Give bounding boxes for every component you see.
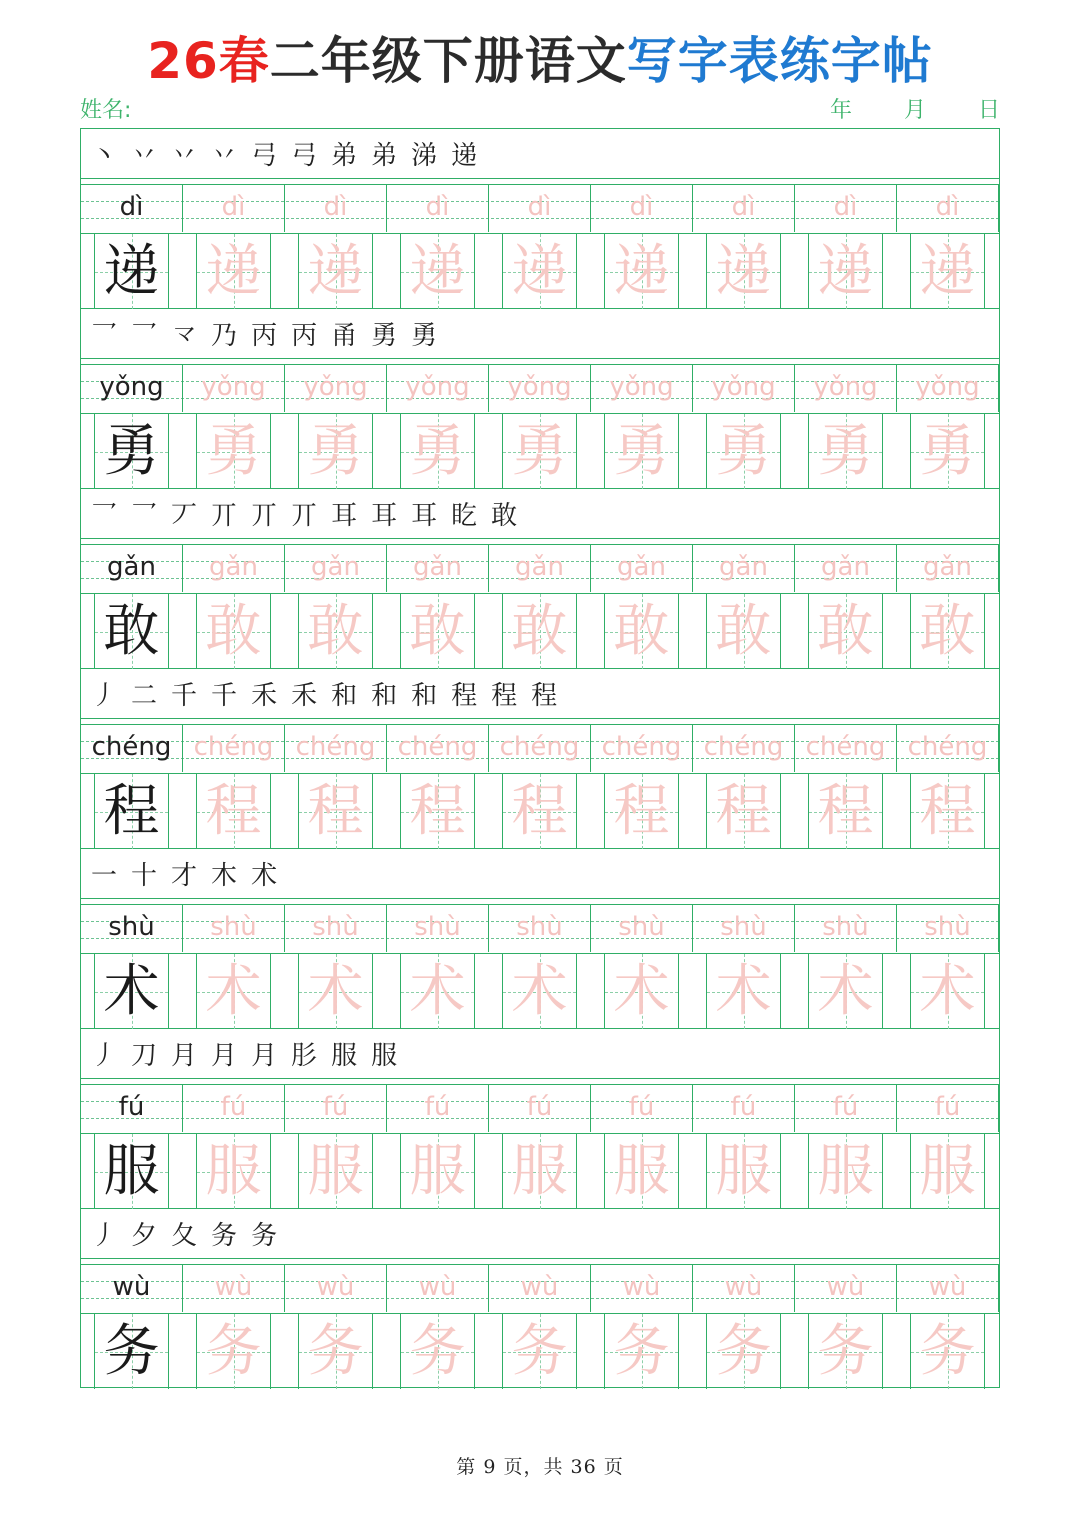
tracing-character-box[interactable] (910, 414, 985, 489)
stroke-step: 丿 (91, 1221, 118, 1251)
tracing-character: 服 (817, 1139, 874, 1204)
tracing-character: 术 (511, 959, 568, 1024)
pinyin-trace[interactable]: gǎn (183, 545, 285, 592)
stroke-step: 敢 (491, 501, 518, 531)
stroke-step: 丿 (91, 681, 118, 711)
date-fields (830, 97, 1000, 125)
stroke-step: 甬 (331, 321, 358, 351)
tracing-character: 勇 (205, 419, 262, 484)
pinyin-trace[interactable]: chéng (183, 725, 285, 772)
tracing-character: 务 (511, 1319, 568, 1384)
tracing-character: 敢 (307, 599, 364, 664)
character-block (81, 1209, 999, 1389)
pinyin-trace[interactable]: fú (693, 1085, 795, 1132)
tracing-character: 程 (511, 779, 568, 844)
stroke-step: 耳 (411, 501, 438, 531)
pinyin-trace[interactable]: chéng (795, 725, 897, 772)
character-row (81, 954, 999, 1029)
tracing-character: 递 (205, 239, 262, 304)
pinyin-trace[interactable]: chéng (591, 725, 693, 772)
tracing-character: 务 (613, 1319, 670, 1384)
tracing-character: 服 (409, 1139, 466, 1204)
stroke-step: 乛 (131, 321, 158, 351)
tracing-character: 程 (307, 779, 364, 844)
pinyin-trace[interactable]: dì (897, 185, 999, 232)
pinyin-trace[interactable]: fú (285, 1085, 387, 1132)
tracing-character: 勇 (613, 419, 670, 484)
pinyin-trace[interactable]: dì (183, 185, 285, 232)
stroke-step: 勇 (371, 321, 398, 351)
pinyin-trace[interactable]: gǎn (387, 545, 489, 592)
pinyin-trace[interactable]: yǒng (489, 365, 591, 412)
tracing-character-box[interactable] (808, 774, 883, 849)
pinyin-trace[interactable]: shù (693, 905, 795, 952)
pinyin-model: chéng (81, 725, 183, 772)
tracing-character-box[interactable] (400, 234, 475, 309)
pinyin-trace[interactable]: shù (591, 905, 693, 952)
stroke-step: 弓 (251, 141, 278, 171)
tracing-character-box[interactable] (706, 234, 781, 309)
tracing-character: 服 (715, 1139, 772, 1204)
stroke-step: 丙 (291, 321, 318, 351)
tracing-character-box[interactable] (910, 1314, 985, 1389)
pinyin-trace[interactable]: shù (897, 905, 999, 952)
stroke-step: 勇 (411, 321, 438, 351)
tracing-character: 敢 (511, 599, 568, 664)
pinyin-trace[interactable]: dì (591, 185, 693, 232)
tracing-character: 程 (409, 779, 466, 844)
pinyin-trace[interactable]: chéng (387, 725, 489, 772)
pinyin-model: fú (81, 1085, 183, 1132)
pinyin-trace[interactable]: dì (795, 185, 897, 232)
pinyin-trace[interactable]: gǎn (489, 545, 591, 592)
tracing-character: 递 (817, 239, 874, 304)
tracing-character: 术 (409, 959, 466, 1024)
stroke-order-row (81, 489, 999, 539)
stroke-step: 夂 (171, 1221, 198, 1251)
pinyin-trace[interactable]: yǒng (285, 365, 387, 412)
pinyin-trace[interactable]: fú (387, 1085, 489, 1132)
character-block (81, 669, 999, 849)
tracing-character: 术 (817, 959, 874, 1024)
stroke-step: 丷 (211, 141, 238, 171)
pinyin-trace[interactable]: dì (285, 185, 387, 232)
tracing-character: 勇 (511, 419, 568, 484)
stroke-step: 丷 (171, 141, 198, 171)
pinyin-trace[interactable]: yǒng (183, 365, 285, 412)
tracing-character-box[interactable] (400, 954, 475, 1029)
pinyin-trace[interactable]: gǎn (285, 545, 387, 592)
tracing-character-box[interactable] (196, 594, 271, 669)
pinyin-trace[interactable]: wù (285, 1265, 387, 1312)
tracing-character: 务 (715, 1319, 772, 1384)
stroke-step: 和 (371, 681, 398, 711)
tracing-character: 勇 (919, 419, 976, 484)
stroke-step: 禾 (251, 681, 278, 711)
tracing-character: 程 (715, 779, 772, 844)
pinyin-model: gǎn (81, 545, 183, 592)
tracing-character: 术 (307, 959, 364, 1024)
pinyin-trace[interactable]: wù (183, 1265, 285, 1312)
stroke-step: 丙 (251, 321, 278, 351)
pinyin-trace[interactable]: fú (591, 1085, 693, 1132)
tracing-character-box[interactable] (604, 774, 679, 849)
stroke-step: 月 (211, 1041, 238, 1071)
pinyin-trace[interactable]: shù (795, 905, 897, 952)
pinyin-row (81, 184, 999, 234)
tracing-character-box[interactable] (808, 414, 883, 489)
character-block (81, 489, 999, 669)
character-row (81, 414, 999, 489)
tracing-character: 术 (613, 959, 670, 1024)
stroke-step: 十 (131, 861, 158, 891)
model-character-box (94, 1134, 169, 1209)
pinyin-row (81, 1264, 999, 1314)
tracing-character: 服 (205, 1139, 262, 1204)
stroke-step: 程 (451, 681, 478, 711)
tracing-character: 敢 (205, 599, 262, 664)
tracing-character: 术 (919, 959, 976, 1024)
tracing-character-box[interactable] (706, 1314, 781, 1389)
stroke-step: 乛 (131, 501, 158, 531)
stroke-order-row (81, 1209, 999, 1259)
pinyin-trace[interactable]: gǎn (795, 545, 897, 592)
tracing-character-box[interactable] (400, 1314, 475, 1389)
pinyin-trace[interactable]: wù (387, 1265, 489, 1312)
model-character-box (94, 414, 169, 489)
tracing-character: 敢 (817, 599, 874, 664)
pinyin-trace[interactable]: shù (489, 905, 591, 952)
model-character-box (94, 594, 169, 669)
tracing-character: 服 (613, 1139, 670, 1204)
pinyin-trace[interactable]: chéng (489, 725, 591, 772)
pinyin-trace[interactable]: gǎn (591, 545, 693, 592)
tracing-character: 服 (919, 1139, 976, 1204)
pinyin-trace[interactable]: yǒng (591, 365, 693, 412)
tracing-character-box[interactable] (196, 1134, 271, 1209)
pinyin-trace[interactable]: yǒng (387, 365, 489, 412)
tracing-character-box[interactable] (400, 414, 475, 489)
tracing-character-box[interactable] (502, 414, 577, 489)
stroke-step: 龴 (171, 321, 198, 351)
stroke-step: 月 (171, 1041, 198, 1071)
stroke-step: 务 (211, 1221, 238, 1251)
model-character: 术 (103, 959, 160, 1024)
tracing-character: 服 (511, 1139, 568, 1204)
character-row (81, 234, 999, 309)
tracing-character-box[interactable] (502, 594, 577, 669)
stroke-order-row (81, 309, 999, 359)
tracing-character: 勇 (409, 419, 466, 484)
tracing-character: 务 (409, 1319, 466, 1384)
stroke-step: 和 (331, 681, 358, 711)
tracing-character-box[interactable] (808, 1134, 883, 1209)
tracing-character: 递 (409, 239, 466, 304)
tracing-character: 递 (511, 239, 568, 304)
model-character-box (94, 234, 169, 309)
character-block (81, 129, 999, 309)
tracing-character: 程 (919, 779, 976, 844)
tracing-character: 递 (307, 239, 364, 304)
tracing-character: 敢 (613, 599, 670, 664)
model-character-box (94, 774, 169, 849)
tracing-character-box[interactable] (298, 954, 373, 1029)
tracing-character-box[interactable] (910, 954, 985, 1029)
stroke-step: 二 (131, 681, 158, 711)
tracing-character: 程 (817, 779, 874, 844)
tracing-character: 务 (919, 1319, 976, 1384)
pinyin-trace[interactable]: wù (489, 1265, 591, 1312)
tracing-character: 递 (715, 239, 772, 304)
tracing-character: 勇 (715, 419, 772, 484)
stroke-step: 木 (211, 861, 238, 891)
pinyin-trace[interactable]: yǒng (693, 365, 795, 412)
tracing-character-box[interactable] (196, 774, 271, 849)
tracing-character: 服 (307, 1139, 364, 1204)
stroke-order-row (81, 1029, 999, 1079)
tracing-character-box[interactable] (400, 774, 475, 849)
pinyin-trace[interactable]: wù (897, 1265, 999, 1312)
date-year-label: 年 (830, 98, 853, 123)
tracing-character-box[interactable] (298, 774, 373, 849)
stroke-step: 丆 (171, 501, 198, 531)
tracing-character-box[interactable] (502, 234, 577, 309)
tracing-character-box[interactable] (604, 414, 679, 489)
character-block (81, 309, 999, 489)
tracing-character-box[interactable] (604, 234, 679, 309)
stroke-order-row (81, 849, 999, 899)
tracing-character-box[interactable] (298, 1134, 373, 1209)
stroke-step: 程 (491, 681, 518, 711)
model-character-box (94, 1314, 169, 1389)
pinyin-trace[interactable]: dì (387, 185, 489, 232)
tracing-character-box[interactable] (706, 1134, 781, 1209)
tracing-character: 务 (817, 1319, 874, 1384)
stroke-order-row (81, 129, 999, 179)
pinyin-trace[interactable]: shù (183, 905, 285, 952)
pinyin-model: wù (81, 1265, 183, 1312)
stroke-step: 丿 (91, 1041, 118, 1071)
tracing-character-box[interactable] (910, 594, 985, 669)
stroke-step: 乛 (91, 321, 118, 351)
pinyin-model: shù (81, 905, 183, 952)
pinyin-trace[interactable]: chéng (285, 725, 387, 772)
stroke-step: 月 (251, 1041, 278, 1071)
tracing-character-box[interactable] (196, 954, 271, 1029)
tracing-character-box[interactable] (910, 234, 985, 309)
pinyin-trace[interactable]: shù (387, 905, 489, 952)
pinyin-row (81, 904, 999, 954)
tracing-character-box[interactable] (298, 594, 373, 669)
character-row (81, 774, 999, 849)
stroke-step: 千 (211, 681, 238, 711)
pinyin-row (81, 364, 999, 414)
tracing-character: 敢 (919, 599, 976, 664)
stroke-step: 刀 (131, 1041, 158, 1071)
pinyin-trace[interactable]: gǎn (693, 545, 795, 592)
tracing-character-box[interactable] (706, 774, 781, 849)
title-dark-part: 二年级下册语文 (269, 32, 627, 90)
tracing-character-box[interactable] (502, 954, 577, 1029)
page-number: 第 9 页，共 36 页 (456, 1456, 624, 1478)
tracing-character-box[interactable] (910, 774, 985, 849)
tracing-character-box[interactable] (604, 1134, 679, 1209)
tracing-character-box[interactable] (502, 1314, 577, 1389)
stroke-step: 肜 (291, 1041, 318, 1071)
stroke-step: 弟 (371, 141, 398, 171)
stroke-step: 弟 (331, 141, 358, 171)
page-title (0, 26, 1080, 96)
tracing-character-box[interactable] (706, 594, 781, 669)
model-character-box (94, 954, 169, 1029)
title-blue-part: 写字表练字帖 (626, 32, 933, 90)
tracing-character: 程 (613, 779, 670, 844)
character-row (81, 1314, 999, 1389)
tracing-character: 务 (205, 1319, 262, 1384)
model-character: 务 (103, 1319, 160, 1384)
pinyin-model: dì (81, 185, 183, 232)
stroke-step: 丶 (91, 141, 118, 171)
tracing-character: 递 (919, 239, 976, 304)
tracing-character-box[interactable] (910, 1134, 985, 1209)
tracing-character-box[interactable] (706, 414, 781, 489)
model-character: 递 (103, 239, 160, 304)
stroke-step: 弓 (291, 141, 318, 171)
stroke-step: 禾 (291, 681, 318, 711)
pinyin-trace[interactable]: wù (795, 1265, 897, 1312)
character-row (81, 1134, 999, 1209)
pinyin-trace[interactable]: chéng (693, 725, 795, 772)
stroke-step: 服 (331, 1041, 358, 1071)
tracing-character: 敢 (409, 599, 466, 664)
tracing-character: 敢 (715, 599, 772, 664)
stroke-step: 服 (371, 1041, 398, 1071)
tracing-character-box[interactable] (502, 1134, 577, 1209)
tracing-character: 勇 (307, 419, 364, 484)
tracing-character-box[interactable] (808, 1314, 883, 1389)
stroke-step: 术 (251, 861, 278, 891)
stroke-step: 一 (91, 861, 118, 891)
pinyin-trace[interactable]: dì (489, 185, 591, 232)
tracing-character-box[interactable] (808, 954, 883, 1029)
tracing-character-box[interactable] (604, 954, 679, 1029)
tracing-character: 勇 (817, 419, 874, 484)
character-block (81, 849, 999, 1029)
stroke-step: 耳 (331, 501, 358, 531)
pinyin-trace[interactable]: chéng (897, 725, 999, 772)
tracing-character-box[interactable] (706, 954, 781, 1029)
model-character: 服 (103, 1139, 160, 1204)
stroke-step: 夕 (131, 1221, 158, 1251)
model-character: 程 (103, 779, 160, 844)
stroke-step: 千 (171, 681, 198, 711)
stroke-step: 丌 (251, 501, 278, 531)
pinyin-model: yǒng (81, 365, 183, 412)
stroke-step: 丌 (211, 501, 238, 531)
stroke-step: 盵 (451, 501, 478, 531)
model-character: 敢 (103, 599, 160, 664)
character-row (81, 594, 999, 669)
tracing-character-box[interactable] (400, 1134, 475, 1209)
name-label: 姓名: (80, 98, 132, 123)
stroke-step: 才 (171, 861, 198, 891)
tracing-character-box[interactable] (808, 594, 883, 669)
pinyin-trace[interactable]: fú (489, 1085, 591, 1132)
stroke-step: 乛 (91, 501, 118, 531)
tracing-character-box[interactable] (298, 1314, 373, 1389)
pinyin-trace[interactable]: fú (795, 1085, 897, 1132)
pinyin-trace[interactable]: shù (285, 905, 387, 952)
pinyin-trace[interactable]: dì (693, 185, 795, 232)
pinyin-trace[interactable]: fú (897, 1085, 999, 1132)
tracing-character-box[interactable] (808, 234, 883, 309)
pinyin-trace[interactable]: fú (183, 1085, 285, 1132)
tracing-character-box[interactable] (604, 1314, 679, 1389)
stroke-step: 程 (531, 681, 558, 711)
tracing-character: 术 (205, 959, 262, 1024)
tracing-character-box[interactable] (196, 234, 271, 309)
tracing-character-box[interactable] (298, 234, 373, 309)
pinyin-row (81, 1084, 999, 1134)
title-red-part: 26春 (147, 32, 270, 90)
stroke-step: 和 (411, 681, 438, 711)
tracing-character-box[interactable] (502, 774, 577, 849)
tracing-character-box[interactable] (400, 594, 475, 669)
stroke-step: 丷 (131, 141, 158, 171)
model-character: 勇 (103, 419, 160, 484)
date-month-label: 月 (903, 98, 926, 123)
tracing-character-box[interactable] (196, 1314, 271, 1389)
pinyin-trace[interactable]: wù (693, 1265, 795, 1312)
pinyin-row (81, 544, 999, 594)
stroke-step: 递 (451, 141, 478, 171)
pinyin-trace[interactable]: wù (591, 1265, 693, 1312)
date-day-label: 日 (977, 98, 1000, 123)
stroke-step: 丌 (291, 501, 318, 531)
stroke-step: 耳 (371, 501, 398, 531)
stroke-step: 乃 (211, 321, 238, 351)
character-block (81, 1029, 999, 1209)
tracing-character: 务 (307, 1319, 364, 1384)
stroke-step: 涕 (411, 141, 438, 171)
pinyin-trace[interactable]: gǎn (897, 545, 999, 592)
pinyin-row (81, 724, 999, 774)
practice-sheet (80, 128, 1000, 1388)
tracing-character-box[interactable] (298, 414, 373, 489)
stroke-order-row (81, 669, 999, 719)
pinyin-trace[interactable]: yǒng (795, 365, 897, 412)
tracing-character: 递 (613, 239, 670, 304)
tracing-character: 程 (205, 779, 262, 844)
pinyin-trace[interactable]: yǒng (897, 365, 999, 412)
tracing-character-box[interactable] (196, 414, 271, 489)
stroke-step: 务 (251, 1221, 278, 1251)
tracing-character: 术 (715, 959, 772, 1024)
tracing-character-box[interactable] (604, 594, 679, 669)
